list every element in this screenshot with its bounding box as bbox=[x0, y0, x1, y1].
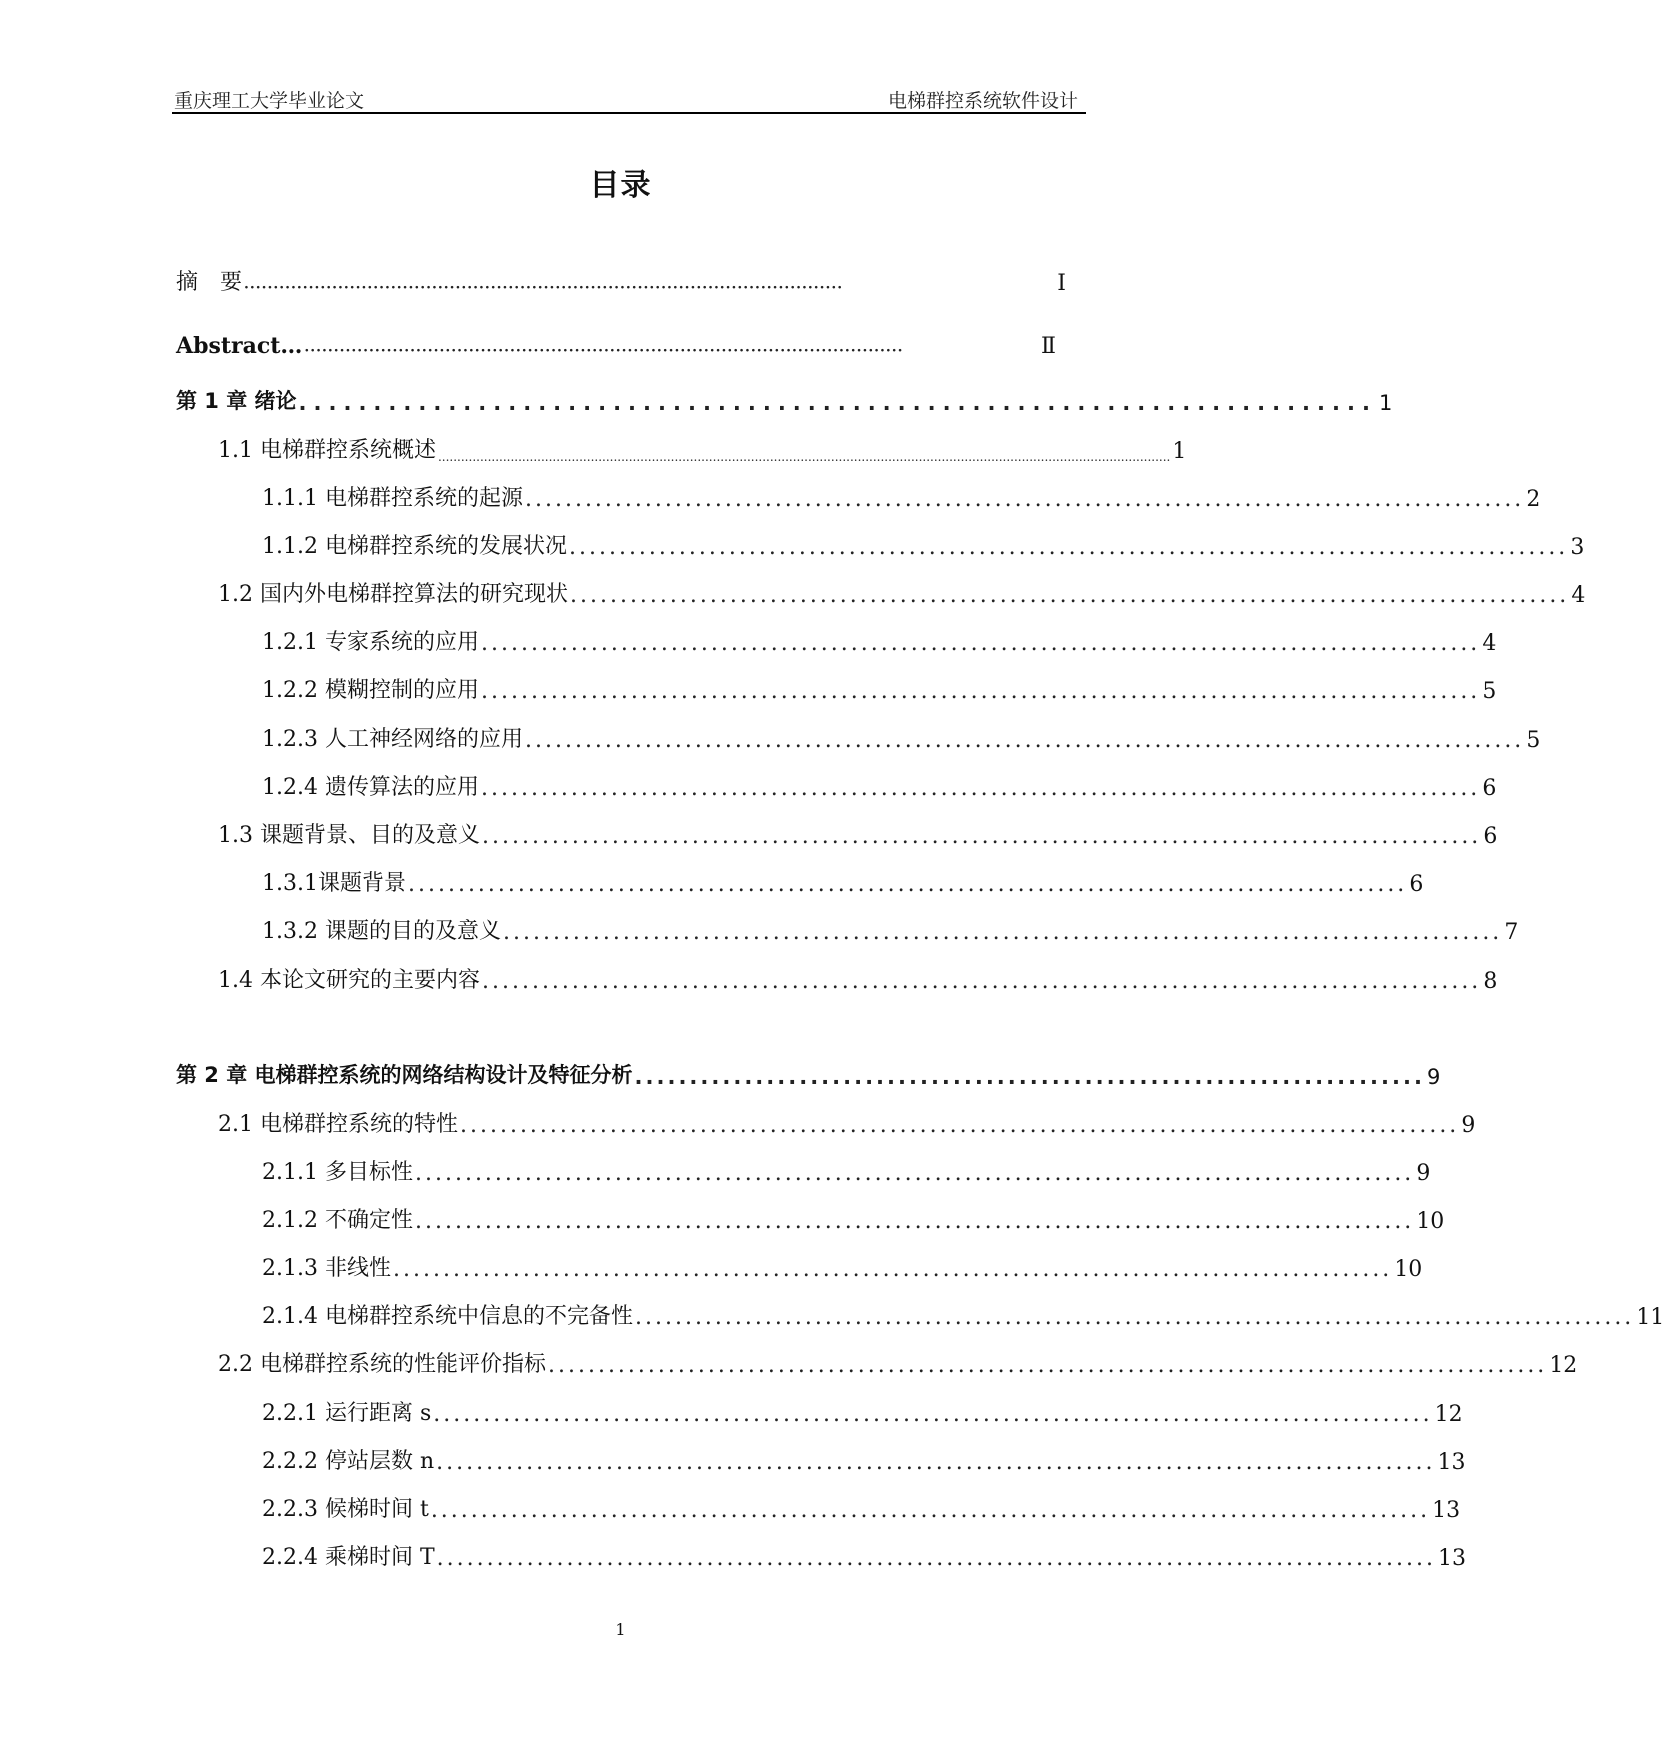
toc-entry-page: 1 bbox=[1378, 391, 1393, 415]
toc-entry-1-1-2[interactable] bbox=[262, 526, 1585, 560]
toc-entry-1-4[interactable] bbox=[218, 960, 1498, 994]
dot-leader: .................................................................................................... bbox=[430, 1498, 1431, 1523]
toc-entry-label: 2.2.4 乘梯时间 T bbox=[262, 1545, 435, 1570]
dot-leader: ······································································································ bbox=[304, 343, 904, 359]
toc-entry-page: 3 bbox=[1570, 535, 1585, 560]
toc-entry-label: 2.1 电梯群控系统的特性 bbox=[218, 1112, 458, 1137]
toc-entry-page: 6 bbox=[1482, 776, 1497, 801]
toc-entry-page: Ⅰ bbox=[1057, 271, 1066, 296]
toc-entry-label: 1.1.2 电梯群控系统的发展状况 bbox=[262, 534, 567, 559]
toc-entry-1-1[interactable] bbox=[218, 430, 1187, 464]
toc-entry-1-1-1[interactable] bbox=[262, 478, 1541, 512]
dot-leader: .................................................................................................... bbox=[433, 1402, 1433, 1427]
toc-entry-label: 1.4 本论文研究的主要内容 bbox=[218, 968, 480, 993]
toc-entry-page: 13 bbox=[1432, 1498, 1461, 1523]
toc-entry-2-1[interactable] bbox=[218, 1104, 1476, 1138]
toc-entry-label: 2.2.1 运行距离 s bbox=[262, 1401, 432, 1426]
header-thesis-title: 电梯群控系统软件设计 bbox=[887, 90, 1078, 112]
toc-entry-page: 9 bbox=[1426, 1065, 1441, 1089]
dot-leader: .................................................................................................... bbox=[392, 1257, 1393, 1282]
toc-entry-1-3[interactable] bbox=[218, 815, 1498, 849]
toc-entry-page: 12 bbox=[1549, 1353, 1578, 1378]
toc-entry-page: 6 bbox=[1409, 872, 1424, 897]
toc-entry-page: 13 bbox=[1437, 1546, 1466, 1571]
dot-leader: ........................................................................ bbox=[634, 1065, 1425, 1089]
toc-entry-page: 2 bbox=[1526, 487, 1541, 512]
toc-entry-1-2-1[interactable] bbox=[262, 622, 1497, 656]
toc-entry-label: 1.1 电梯群控系统概述 bbox=[218, 438, 436, 463]
dot-leader: .................................................................................................... bbox=[481, 969, 1482, 994]
toc-entry-1-2-4[interactable] bbox=[262, 767, 1497, 801]
toc-entry-label: Abstract… bbox=[176, 333, 303, 359]
dot-leader: ........................................................................ bbox=[298, 391, 1377, 415]
dot-leader: .................................................................................................... bbox=[481, 824, 1482, 849]
toc-entry-label: 1.3.1课题背景 bbox=[262, 871, 406, 896]
toc-entry-1-2-3[interactable] bbox=[262, 719, 1541, 753]
toc-entry-page: 5 bbox=[1526, 728, 1541, 753]
toc-entry-page: 9 bbox=[1461, 1113, 1476, 1138]
toc-entry-page: 12 bbox=[1434, 1402, 1463, 1427]
dot-leader: .................................................................................................... bbox=[524, 487, 1525, 512]
toc-entry-label: 1.2.1 专家系统的应用 bbox=[262, 630, 479, 655]
dot-leader: .................................................................................................... bbox=[480, 679, 1481, 704]
toc-entry-2-2-3[interactable] bbox=[262, 1489, 1461, 1523]
toc-entry-page: 10 bbox=[1394, 1257, 1423, 1282]
toc-entry-label: 1.1.1 电梯群控系统的起源 bbox=[262, 486, 523, 511]
toc-entry-page: 13 bbox=[1437, 1450, 1466, 1475]
toc-entry-page: 6 bbox=[1483, 824, 1498, 849]
toc-entry-2-2-1[interactable] bbox=[262, 1393, 1463, 1427]
toc-entry-1-3-2[interactable] bbox=[262, 911, 1519, 945]
dot-leader: .................................................................................................... bbox=[414, 1161, 1415, 1186]
toc-entry-label: 1.2.4 遗传算法的应用 bbox=[262, 775, 479, 800]
toc-entry-2-2-2[interactable] bbox=[262, 1441, 1466, 1475]
toc-entry-page: Ⅱ bbox=[1041, 334, 1056, 359]
toc-entry-page: 8 bbox=[1483, 969, 1498, 994]
toc-entry-label: 1.3.2 课题的目的及意义 bbox=[262, 919, 501, 944]
toc-entry-label: 2.2.3 候梯时间 t bbox=[262, 1497, 429, 1522]
toc-entry-2-2[interactable] bbox=[218, 1344, 1578, 1378]
dot-leader: .................................................................................................... bbox=[407, 872, 1408, 897]
toc-entry-label: 1.2 国内外电梯群控算法的研究现状 bbox=[218, 582, 568, 607]
dot-leader: .................................................................................................... bbox=[502, 920, 1503, 945]
dot-leader: .................................................................................................... bbox=[480, 776, 1481, 801]
dot-leader: ................................................................................................................................................................................................ bbox=[437, 450, 1171, 464]
toc-entry-page: 4 bbox=[1482, 631, 1497, 656]
toc-entry-label: 第 1 章 绪论 bbox=[176, 389, 297, 413]
dot-leader: ······································································································ bbox=[244, 280, 844, 296]
toc-entry-1-2[interactable] bbox=[218, 574, 1586, 608]
toc-entry-label: 2.2 电梯群控系统的性能评价指标 bbox=[218, 1352, 546, 1377]
toc-entry-chapter-2[interactable] bbox=[176, 1055, 1441, 1089]
toc-entry-page: 11 bbox=[1636, 1305, 1664, 1330]
toc-entry-page: 7 bbox=[1504, 920, 1519, 945]
toc-entry-2-1-4[interactable] bbox=[262, 1296, 1664, 1330]
dot-leader: .................................................................................................... bbox=[436, 1450, 1436, 1475]
toc-entry-label: 1.3 课题背景、目的及意义 bbox=[218, 823, 480, 848]
toc-entry-page: 9 bbox=[1416, 1161, 1431, 1186]
page-title: 目录 bbox=[589, 168, 652, 203]
toc-entry-label: 摘 要 bbox=[176, 270, 243, 295]
dot-leader: .................................................................................................... bbox=[436, 1546, 1436, 1571]
toc-entry-label: 第 2 章 电梯群控系统的网络结构设计及特征分析 bbox=[176, 1063, 633, 1087]
toc-entry-2-1-2[interactable] bbox=[262, 1200, 1445, 1234]
toc-entry-chapter-1[interactable] bbox=[176, 381, 1393, 415]
toc-entry-label: 1.2.2 模糊控制的应用 bbox=[262, 678, 479, 703]
toc-entry-1-2-2[interactable] bbox=[262, 670, 1497, 704]
dot-leader: .................................................................................................... bbox=[459, 1113, 1460, 1138]
dot-leader: .................................................................................................... bbox=[414, 1209, 1415, 1234]
toc-entry-page: 1 bbox=[1172, 439, 1187, 464]
toc-entry-1-3-1[interactable] bbox=[262, 863, 1424, 897]
toc-entry-2-2-4[interactable] bbox=[262, 1537, 1466, 1571]
dot-leader: .................................................................................................... bbox=[547, 1353, 1548, 1378]
dot-leader: .................................................................................................... bbox=[524, 728, 1525, 753]
toc-entry-2-1-3[interactable] bbox=[262, 1248, 1423, 1282]
toc-entry-label: 2.1.1 多目标性 bbox=[262, 1160, 413, 1185]
toc-entry-label: 2.2.2 停站层数 n bbox=[262, 1449, 435, 1474]
toc-entry-page: 5 bbox=[1482, 679, 1497, 704]
header-school-name: 重庆理工大学毕业论文 bbox=[174, 90, 365, 112]
page-header bbox=[172, 86, 1086, 114]
toc-entry-page: 4 bbox=[1571, 583, 1586, 608]
toc-entry-label: 2.1.2 不确定性 bbox=[262, 1208, 413, 1233]
toc-entry-label: 2.1.4 电梯群控系统中信息的不完备性 bbox=[262, 1304, 633, 1329]
dot-leader: .................................................................................................... bbox=[569, 583, 1570, 608]
toc-entry-2-1-1[interactable] bbox=[262, 1152, 1431, 1186]
toc-entry-label: 2.1.3 非线性 bbox=[262, 1256, 391, 1281]
toc-entry-label: 1.2.3 人工神经网络的应用 bbox=[262, 727, 523, 752]
dot-leader: .................................................................................................... bbox=[568, 535, 1569, 560]
dot-leader: .................................................................................................... bbox=[480, 631, 1481, 656]
toc-entry-abstract-en[interactable] bbox=[176, 325, 1056, 359]
toc-entry-abstract-cn[interactable] bbox=[176, 262, 1066, 296]
toc-entry-page: 10 bbox=[1416, 1209, 1445, 1234]
dot-leader: .................................................................................................... bbox=[634, 1305, 1635, 1330]
page-number: 1 bbox=[615, 1620, 626, 1639]
